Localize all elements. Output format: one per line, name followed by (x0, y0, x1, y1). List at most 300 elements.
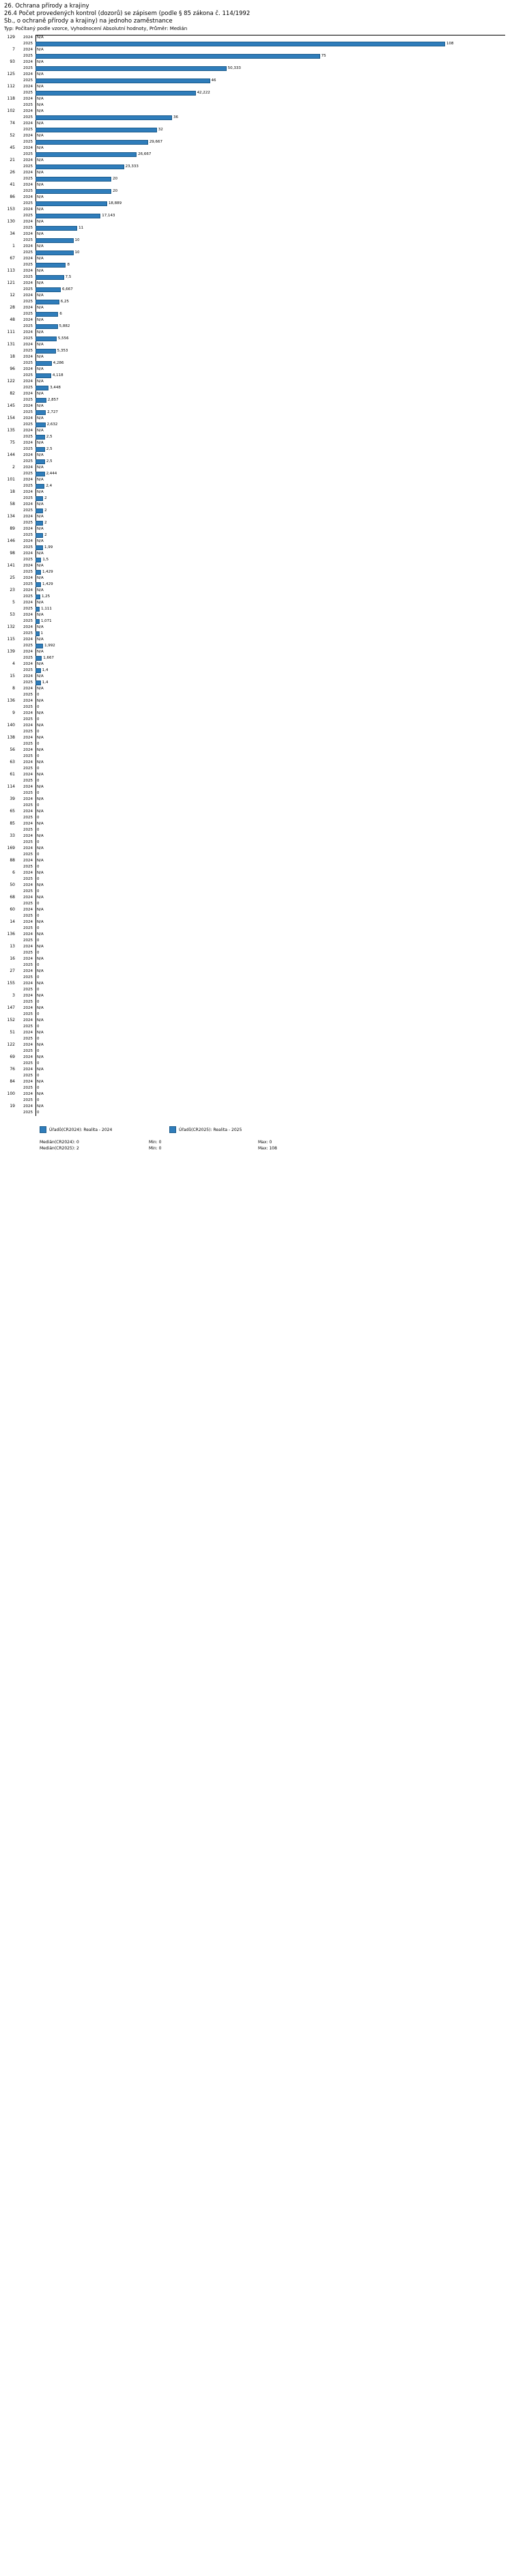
group-id-label: 129 (7, 35, 15, 40)
group-bars (16, 84, 512, 96)
year-label: 2024 (23, 429, 33, 433)
bar (35, 656, 42, 661)
bar-group (0, 883, 512, 895)
group-id-label: 7 (12, 47, 15, 52)
group-bars (16, 1042, 512, 1055)
bar-row (16, 901, 512, 907)
bar-track (35, 1030, 512, 1036)
group-bars (16, 231, 512, 244)
year-label: 2025 (23, 435, 33, 439)
year-label: 2025 (23, 545, 33, 549)
group-id-label: 33 (10, 833, 15, 838)
bar-value-label: N/A (37, 183, 44, 187)
bar-row (16, 563, 512, 569)
bar-row (16, 797, 512, 803)
year-label: 2024 (23, 97, 33, 101)
bar-track (35, 170, 512, 176)
group-bars (16, 686, 512, 698)
bar (35, 128, 157, 132)
bar (35, 410, 46, 415)
year-label: 2025 (23, 853, 33, 857)
bar-group (0, 416, 512, 428)
bar-value-label: 0 (37, 975, 40, 979)
group-bars (16, 1091, 512, 1104)
bar-track (35, 1042, 512, 1048)
bar-track (35, 330, 512, 336)
bar-row (16, 637, 512, 643)
group-bars (16, 735, 512, 747)
bar-row (16, 121, 512, 127)
bar-track (35, 876, 512, 883)
bar-track (35, 41, 512, 47)
legend-stat: Max: 108 (258, 1146, 277, 1151)
bar (35, 91, 196, 96)
bar-track (35, 846, 512, 852)
bar-group (0, 35, 512, 47)
group-id-label: 6 (12, 870, 15, 875)
group-bars (16, 588, 512, 600)
bar-row (16, 975, 512, 981)
group-bars (16, 858, 512, 870)
bar-row (16, 281, 512, 287)
year-label: 2024 (23, 404, 33, 408)
bar (35, 435, 45, 440)
bar-row (16, 109, 512, 115)
bar-value-label: N/A (37, 367, 44, 371)
group-id-label: 154 (7, 416, 15, 420)
group-id-label: 122 (7, 1042, 15, 1047)
bar-track (35, 680, 512, 686)
year-label: 2025 (23, 791, 33, 795)
bar-track (35, 711, 512, 717)
group-bars (16, 342, 512, 354)
bar-track (35, 219, 512, 225)
group-bars (16, 72, 512, 84)
bar-row (16, 680, 512, 686)
bar-track (35, 47, 512, 53)
legend-stat: Min: 0 (149, 1146, 162, 1151)
year-label: 2025 (23, 607, 33, 611)
year-label: 2025 (23, 484, 33, 488)
bar-track (35, 188, 512, 195)
bar-row (16, 1067, 512, 1073)
bar-row (16, 508, 512, 514)
bar-group (0, 563, 512, 575)
bar-value-label: 4,286 (53, 361, 64, 365)
bar-value-label: N/A (37, 773, 44, 777)
bar-row (16, 557, 512, 563)
bar-value-label: N/A (37, 85, 44, 89)
year-label: 2024 (23, 736, 33, 740)
bar-row (16, 932, 512, 938)
bar-track (35, 686, 512, 692)
bar-track (35, 78, 512, 84)
group-bars (16, 797, 512, 809)
bar-group (0, 428, 512, 440)
bar-track (35, 96, 512, 102)
bar-value-label: 11 (79, 226, 84, 230)
group-bars (16, 526, 512, 539)
year-label: 2024 (23, 773, 33, 777)
bar-track (35, 827, 512, 833)
year-label: 2024 (23, 662, 33, 666)
bar-row (16, 889, 512, 895)
bar-row (16, 1073, 512, 1079)
bar-value-label: 50,333 (227, 66, 241, 70)
group-bars (16, 833, 512, 846)
group-bars (16, 674, 512, 686)
bar-value-label: 2,857 (47, 398, 59, 402)
bar-row (16, 1030, 512, 1036)
year-label: 2024 (23, 908, 33, 912)
group-id-label: 135 (7, 428, 15, 433)
group-id-label: 122 (7, 379, 15, 384)
bar-track (35, 1091, 512, 1098)
bar-track (35, 268, 512, 274)
year-label: 2024 (23, 1043, 33, 1047)
bar-row (16, 649, 512, 655)
bar-value-label: N/A (37, 576, 44, 580)
legend-stat: Medián(CR2024): 0 (40, 1140, 79, 1145)
bar-row (16, 428, 512, 434)
year-label: 2024 (23, 810, 33, 814)
bar-value-label: 0 (37, 902, 40, 906)
bar (35, 644, 43, 648)
year-label: 2025 (23, 459, 33, 463)
bar-value-label: 0 (37, 877, 40, 881)
year-label: 2025 (23, 902, 33, 906)
year-label: 2025 (23, 975, 33, 979)
year-label: 2024 (23, 281, 33, 285)
bar-track (35, 618, 512, 625)
bar-row (16, 668, 512, 674)
year-label: 2025 (23, 496, 33, 500)
year-label: 2025 (23, 140, 33, 144)
year-label: 2024 (23, 121, 33, 126)
bar-track (35, 858, 512, 864)
bar-group (0, 367, 512, 379)
group-bars (16, 956, 512, 969)
bar-group (0, 747, 512, 760)
legend-stat: Medián(CR2025): 2 (40, 1146, 79, 1151)
bar-group (0, 956, 512, 969)
year-label: 2025 (23, 558, 33, 562)
bar-row (16, 446, 512, 453)
bar-group (0, 219, 512, 231)
bar-group (0, 1104, 512, 1116)
bar-group (0, 539, 512, 551)
bar-value-label: N/A (37, 724, 44, 728)
bar-value-label: N/A (37, 72, 44, 76)
bar-value-label: 1,071 (40, 619, 52, 623)
bar-row (16, 551, 512, 557)
year-label: 2025 (23, 152, 33, 156)
bar-track (35, 1005, 512, 1012)
legend-label: Úřadů(CR2024): Realita - 2024 (49, 1127, 113, 1132)
bar-value-label: N/A (37, 945, 44, 949)
bar-track (35, 907, 512, 913)
bar-value-label: 10 (74, 251, 80, 255)
year-label: 2024 (23, 564, 33, 568)
bar-row (16, 53, 512, 59)
bar-row (16, 655, 512, 661)
bar-track (35, 545, 512, 551)
bar-value-label: N/A (37, 103, 44, 107)
bar-track (35, 403, 512, 410)
bar-value-label: 2,5 (46, 459, 53, 463)
bar-value-label: 0 (37, 717, 40, 721)
legend-item (169, 1126, 299, 1133)
bar (35, 263, 66, 268)
bar-track (35, 944, 512, 950)
bar-value-label: N/A (37, 539, 44, 543)
bar-track (35, 176, 512, 182)
bar-row (16, 784, 512, 790)
bar-track (35, 72, 512, 78)
group-bars (16, 747, 512, 760)
bar-value-label: 5,882 (59, 324, 70, 328)
group-id-label: 51 (10, 1030, 15, 1035)
bar-track (35, 655, 512, 661)
bar-group (0, 514, 512, 526)
bar-track (35, 152, 512, 158)
bar-value-label: 2,727 (47, 410, 58, 414)
year-label: 2025 (23, 1049, 33, 1053)
bar-group (0, 1067, 512, 1079)
group-bars (16, 514, 512, 526)
bar-value-label: N/A (37, 736, 44, 740)
bar (35, 631, 40, 636)
year-label: 2024 (23, 134, 33, 138)
bar-value-label: N/A (37, 1018, 44, 1022)
year-label: 2024 (23, 35, 33, 40)
bar-group (0, 207, 512, 219)
bar-row (16, 606, 512, 612)
bar-value-label: N/A (37, 699, 44, 703)
bar-track (35, 754, 512, 760)
bar-value-label: 0 (37, 1111, 40, 1115)
indicator-subtitle: Typ: Počítaný podle vzorce, Vyhodnocení Absolutní hodnoty, Průměr: Medián (4, 26, 188, 31)
bar-track (35, 840, 512, 846)
bar-value-label: N/A (37, 294, 44, 298)
bar-value-label: N/A (37, 232, 44, 236)
group-id-label: 4 (12, 661, 15, 666)
year-label: 2025 (23, 926, 33, 930)
bar-row (16, 379, 512, 385)
bar-group (0, 244, 512, 256)
year-label: 2025 (23, 201, 33, 205)
group-id-label: 74 (10, 121, 15, 126)
bar-track (35, 643, 512, 649)
bar-track (35, 158, 512, 164)
year-label: 2025 (23, 779, 33, 783)
bar-row (16, 790, 512, 797)
legend-series-row (0, 1126, 512, 1134)
bar-group (0, 932, 512, 944)
bar-row (16, 182, 512, 188)
year-label: 2024 (23, 699, 33, 703)
group-id-label: 145 (7, 403, 15, 408)
bar-row (16, 274, 512, 281)
year-label: 2025 (23, 865, 33, 869)
year-label: 2024 (23, 441, 33, 445)
group-bars (16, 1104, 512, 1116)
group-id-label: 139 (7, 649, 15, 654)
bar-value-label: N/A (37, 48, 44, 52)
bar-group (0, 391, 512, 403)
bar-value-label: 2,444 (46, 472, 57, 476)
group-id-label: 52 (10, 133, 15, 138)
bar-value-label: N/A (37, 502, 44, 506)
group-id-label: 121 (7, 281, 15, 285)
group-id-label: 50 (10, 883, 15, 887)
bar-value-label: N/A (37, 1068, 44, 1072)
group-bars (16, 453, 512, 465)
bar-track (35, 717, 512, 723)
bar (35, 570, 41, 575)
bar-group (0, 981, 512, 993)
group-id-label: 84 (10, 1079, 15, 1084)
bar-track (35, 207, 512, 213)
bar-row (16, 612, 512, 618)
group-id-label: 152 (7, 1018, 15, 1022)
bar-row (16, 373, 512, 379)
bar (35, 177, 111, 182)
bar-value-label: 36 (173, 115, 178, 119)
bar-value-label: 0 (37, 1086, 40, 1090)
bar-group (0, 600, 512, 612)
bar-row (16, 207, 512, 213)
bar-value-label: N/A (37, 306, 44, 310)
bar-track (35, 231, 512, 238)
year-label: 2024 (23, 515, 33, 519)
year-label: 2024 (23, 638, 33, 642)
bar-track (35, 809, 512, 815)
year-label: 2024 (23, 220, 33, 224)
bar-value-label: N/A (37, 478, 44, 482)
year-label: 2024 (23, 380, 33, 384)
bar-track (35, 434, 512, 440)
bar-value-label: N/A (37, 527, 44, 531)
bar-group (0, 96, 512, 109)
bar-row (16, 170, 512, 176)
bar-row (16, 575, 512, 582)
bar-value-label: 0 (37, 803, 40, 807)
bar-track (35, 760, 512, 766)
year-label: 2024 (23, 920, 33, 924)
bar-value-label: 29,667 (149, 140, 163, 144)
group-bars (16, 600, 512, 612)
bar-value-label: N/A (37, 687, 44, 691)
group-id-label: 96 (10, 367, 15, 371)
bar-track (35, 1110, 512, 1116)
bar-group (0, 858, 512, 870)
bar-row (16, 532, 512, 539)
bar (35, 312, 58, 317)
bar-value-label: 0 (37, 914, 40, 918)
bar-row (16, 244, 512, 250)
bar-group (0, 477, 512, 489)
bar-value-label: N/A (37, 1104, 44, 1108)
bar-group (0, 661, 512, 674)
group-id-label: 113 (7, 268, 15, 273)
bar-row (16, 201, 512, 207)
year-label: 2025 (23, 410, 33, 414)
bar-track (35, 1079, 512, 1085)
bar-value-label: N/A (37, 662, 44, 666)
bar-value-label: N/A (37, 244, 44, 248)
bar-row (16, 35, 512, 41)
bar-value-label: N/A (37, 380, 44, 384)
bar-value-label: N/A (37, 908, 44, 912)
year-label: 2024 (23, 183, 33, 187)
group-bars (16, 821, 512, 833)
bar-value-label: N/A (37, 220, 44, 224)
bar-track (35, 164, 512, 170)
bar-track (35, 139, 512, 145)
bar-row (16, 588, 512, 594)
bar-track (35, 293, 512, 299)
bar-value-label: 4,118 (52, 373, 63, 377)
year-label: 2025 (23, 767, 33, 771)
bar-track (35, 336, 512, 342)
group-bars (16, 219, 512, 231)
bar-group (0, 735, 512, 747)
bar-value-label: N/A (37, 134, 44, 138)
bar-track (35, 901, 512, 907)
group-id-label: 136 (7, 698, 15, 703)
year-label: 2025 (23, 1086, 33, 1090)
bar-value-label: 1,4 (42, 668, 48, 672)
group-bars (16, 391, 512, 403)
bar-track (35, 354, 512, 360)
bar-row (16, 993, 512, 999)
bar-track (35, 133, 512, 139)
bar-row (16, 674, 512, 680)
year-label: 2024 (23, 871, 33, 875)
group-id-label: 86 (10, 195, 15, 199)
bar-track (35, 803, 512, 809)
year-label: 2025 (23, 828, 33, 832)
group-bars (16, 96, 512, 109)
group-id-label: 5 (12, 600, 15, 605)
bar-row (16, 950, 512, 956)
bar-value-label: 1,429 (42, 570, 53, 574)
bar-value-label: N/A (37, 834, 44, 838)
bar-track (35, 317, 512, 324)
group-id-label: 114 (7, 784, 15, 789)
bar-group (0, 453, 512, 465)
bar-value-label: N/A (37, 1092, 44, 1096)
bar-group (0, 907, 512, 919)
bar-value-label: N/A (37, 281, 44, 285)
bar-track (35, 1104, 512, 1110)
bar-track (35, 360, 512, 367)
group-id-label: 102 (7, 109, 15, 113)
bar-row (16, 416, 512, 422)
bar-track (35, 416, 512, 422)
bar-row (16, 661, 512, 668)
bar-track (35, 987, 512, 993)
bar-group (0, 403, 512, 416)
bar-row (16, 1048, 512, 1055)
bar-row (16, 760, 512, 766)
bar-value-label: N/A (37, 797, 44, 801)
bar-track (35, 514, 512, 520)
bar-row (16, 293, 512, 299)
bar-value-label: 20 (113, 189, 118, 193)
bar-track (35, 489, 512, 496)
